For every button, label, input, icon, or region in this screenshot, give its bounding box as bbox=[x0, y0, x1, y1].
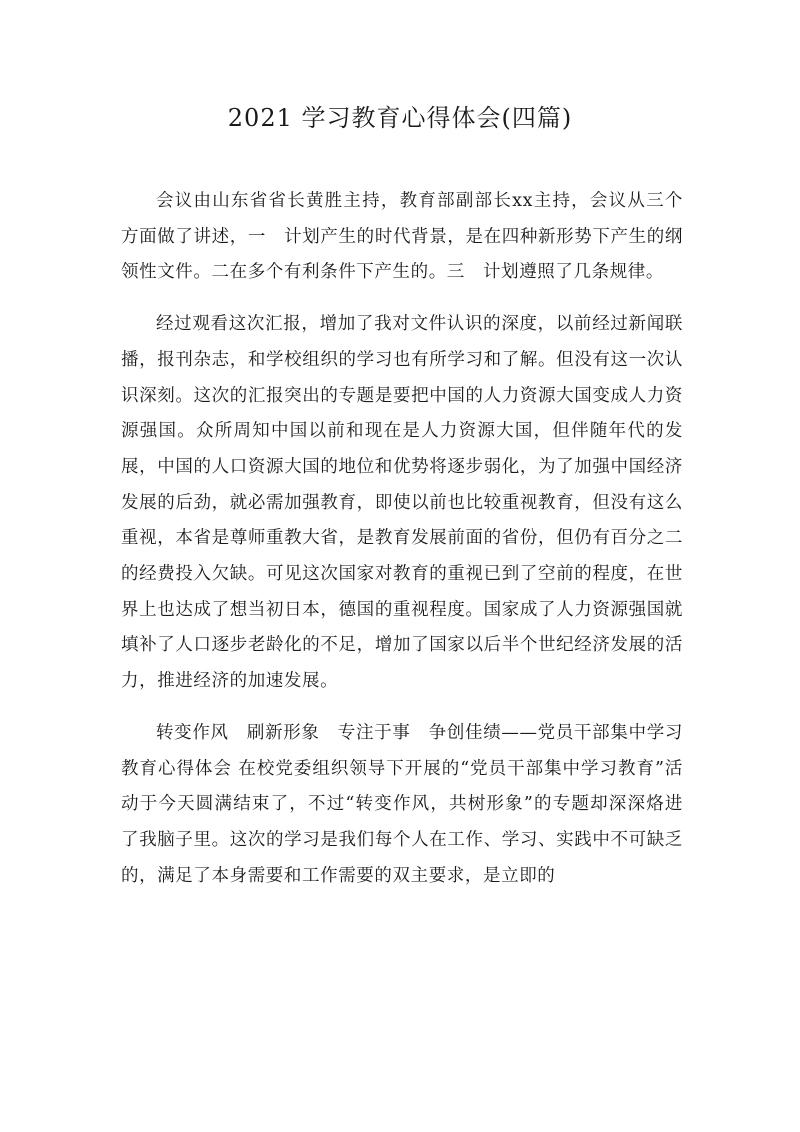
document-title: 2021 学习教育心得体会(四篇) bbox=[227, 104, 573, 132]
paragraph-3: 转变作风 刷新形象 专注于事 争创佳绩——党员干部集中学习教育心得体会 在校党委组织领导下开展的“党员干部集中学习教育”活动于今天圆满结束了，不过“转变作风，共树形象”的专题却深深烙进了我脑子里。这次的学习是我们每个人在工作、学习、实践中不可缺乏的，满足了本身需要和工作需要的双主要求，是立即的 bbox=[121, 722, 683, 886]
document-body bbox=[121, 184, 683, 910]
paragraph-1: 会议由山东省省长黄胜主持，教育部副部长xx主持，会议从三个方面做了讲述，一 计划产生的时代背景，是在四种新形势下产生的纲领性文件。二在多个有利条件下产生的。三 计划遵照了几条规律。 bbox=[121, 191, 683, 283]
paragraph-2: 经过观看这次汇报，增加了我对文件认识的深度，以前经过新闻联播，报刊杂志，和学校组织的学习也有所学习和了解。但没有这一次认识深刻。这次的汇报突出的专题是要把中国的人力资源大国变成人力资源强国。众所周知中国以前和现在是人力资源大国，但伴随年代的发展，中国的人口资源大国的地位和优势将逐步弱化，为了加强中国经济发展的后劲，就必需加强教育，即使以前也比较重视教育，但没有这么重视，本省是尊师重教大省，是教育发展前面的省份，但仍有百分之二的经费投入欠缺。可见这次国家对教育的重视已到了空前的程度，在世界上也达成了想当初日本，德国的重视程度。国家成了人力资源强国就填补了人口逐步老龄化的不足，增加了国家以后半个世纪经济发展的活力，推进经济的加速发展。 bbox=[121, 314, 683, 692]
